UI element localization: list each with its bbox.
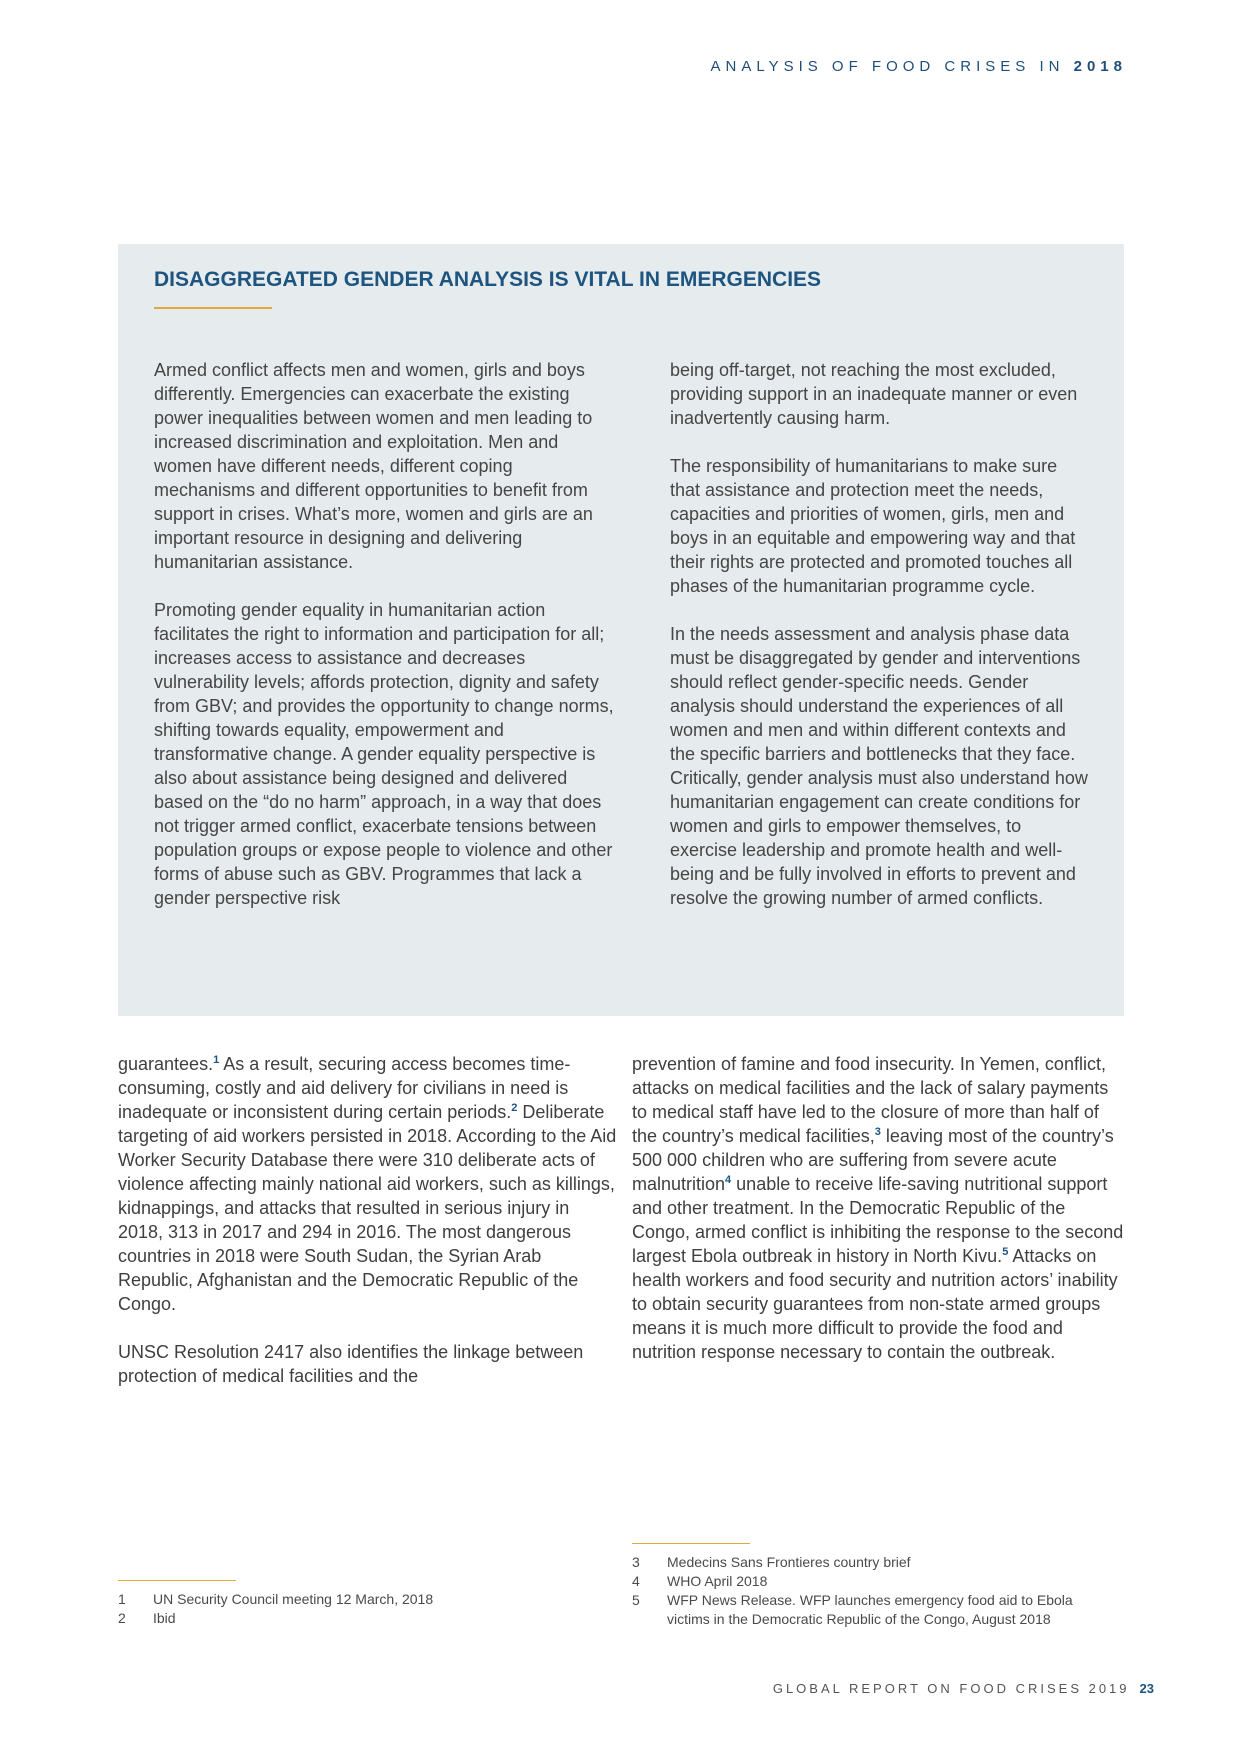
body-paragraph: UNSC Resolution 2417 also identifies the linkage between protection of medical facilities and the bbox=[118, 1342, 584, 1386]
running-header-text: ANALYSIS OF FOOD CRISES IN bbox=[710, 58, 1065, 75]
callout-title-rule bbox=[154, 307, 272, 309]
callout-title: DISAGGREGATED GENDER ANALYSIS IS VITAL IN EMERGENCIES bbox=[154, 268, 822, 291]
footnote-number: 5 bbox=[632, 1592, 640, 1608]
footnote-text: Medecins Sans Frontieres country brief bbox=[667, 1554, 911, 1570]
footnote-number: 4 bbox=[632, 1573, 640, 1589]
footnote-item bbox=[632, 1572, 1112, 1591]
callout-paragraph: Promoting gender equality in humanitarian action facilitates the right to information and participation for all; increases access to assistance and decreases vulnerability levels; affords protection, dignity and safety from GBV; and provides the opportunity to change norms, shifting towards equality, empowerment and transformative change. A gender equality perspective is also about assistance being designed and delivered based on the “do no harm” approach, in a way that does not trigger armed conflict, exacerbate tensions between population groups or expose people to violence and other forms of abuse such as GBV. Programmes that lack a gender perspective risk bbox=[154, 600, 614, 908]
footnote-number: 2 bbox=[118, 1610, 126, 1626]
body-paragraph: guarantees.$^1$ As a result, securing access becomes time-consuming, costly and aid delivery for civilians in need is inadequate or inconsistent during certain periods.$^2$ Deliberate targeting of aid workers persisted in 2018. According to the Aid Worker Security Database there were 310 deliberate acts of violence affecting mainly national aid workers, such as killings, kidnappings, and attacks that resulted in serious injury in 2018, 313 in 2017 and 294 in 2016. The most dangerous countries in 2018 were South Sudan, the Syrian Arab Republic, Afghanistan and the Democratic Republic of the Congo. bbox=[118, 1054, 617, 1314]
footnote-item bbox=[632, 1591, 1112, 1629]
footnote-divider-left bbox=[118, 1580, 236, 1581]
footer-title: GLOBAL REPORT ON FOOD CRISES 2019 bbox=[772, 1681, 1130, 1696]
footnotes-left bbox=[118, 1590, 598, 1628]
gender-analysis-callout bbox=[118, 244, 1124, 1016]
callout-right-column bbox=[670, 358, 1090, 934]
footnote-item bbox=[118, 1590, 598, 1609]
page-number: 23 bbox=[1139, 1681, 1154, 1696]
footnote-number: 1 bbox=[118, 1591, 126, 1607]
footnote-ref-3[interactable]: 3 bbox=[874, 1126, 881, 1138]
footnote-ref-2[interactable]: 2 bbox=[511, 1102, 518, 1114]
callout-paragraph: In the needs assessment and analysis phase data must be disaggregated by gender and interventions should reflect gender-specific needs. Gender analysis should understand the experiences of all women and men and within different contexts and the specific barriers and bottlenecks that they face. Critically, gender analysis must also understand how humanitarian engagement can create conditions for women and girls to empower themselves, to exercise leadership and promote health and well-being and be fully involved in efforts to prevent and resolve the growing number of armed conflicts. bbox=[670, 624, 1088, 908]
footnote-item bbox=[118, 1609, 598, 1628]
callout-paragraph: Armed conflict affects men and women, girls and boys differently. Emergencies can exacerbate the existing power inequalities between women and men leading to increased discrimination and exploitation. Men and women have different needs, different coping mechanisms and different opportunities to benefit from support in crises. What’s more, women and girls are an important resource in designing and delivering humanitarian assistance. bbox=[154, 360, 593, 572]
page-footer bbox=[773, 1681, 1154, 1696]
footnote-number: 3 bbox=[632, 1554, 640, 1570]
callout-paragraph: being off-target, not reaching the most excluded, providing support in an inadequate manner or even inadvertently causing harm. bbox=[670, 360, 1078, 428]
footnote-divider-right bbox=[632, 1543, 750, 1544]
running-header-year: 2018 bbox=[1073, 58, 1127, 75]
callout-left-column bbox=[154, 358, 614, 934]
footnote-text: WHO April 2018 bbox=[667, 1573, 768, 1589]
footnote-item bbox=[632, 1553, 1112, 1572]
footnote-text: UN Security Council meeting 12 March, 2018 bbox=[153, 1591, 434, 1607]
footnote-text: Ibid bbox=[153, 1610, 176, 1626]
footnote-ref-1[interactable]: 1 bbox=[213, 1054, 220, 1066]
body-right-column bbox=[632, 1052, 1128, 1388]
body-left-column bbox=[118, 1052, 618, 1412]
running-header bbox=[711, 58, 1127, 75]
footnote-text: WFP News Release. WFP launches emergency food aid to Ebola victims in the Democratic Republic of the Congo, August 2018 bbox=[667, 1592, 1073, 1627]
footnote-ref-5[interactable]: 5 bbox=[1002, 1246, 1009, 1258]
footnote-ref-4[interactable]: 4 bbox=[725, 1174, 732, 1186]
callout-paragraph: The responsibility of humanitarians to make sure that assistance and protection meet the needs, capacities and priorities of women, girls, men and boys in an equitable and empowering way and that their rights are protected and promoted touches all phases of the humanitarian programme cycle. bbox=[670, 456, 1076, 596]
body-paragraph: prevention of famine and food insecurity. In Yemen, conflict, attacks on medical facilities and the lack of salary payments to medical staff have led to the closure of more than half of the country’s medical facilities,$^3$ leaving most of the country’s 500 000 children who are suffering from severe acute malnutrition$^4$ unable to receive life-saving nutritional support and other treatment. In the Democratic Republic of the Congo, armed conflict is inhibiting the response to the second largest Ebola outbreak in history in North Kivu.$^5$ Attacks on health workers and food security and nutrition actors’ inability to obtain security guarantees from non-state armed groups means it is much more difficult to provide the food and nutrition response necessary to contain the outbreak. bbox=[632, 1054, 1124, 1362]
footnotes-right bbox=[632, 1553, 1112, 1629]
